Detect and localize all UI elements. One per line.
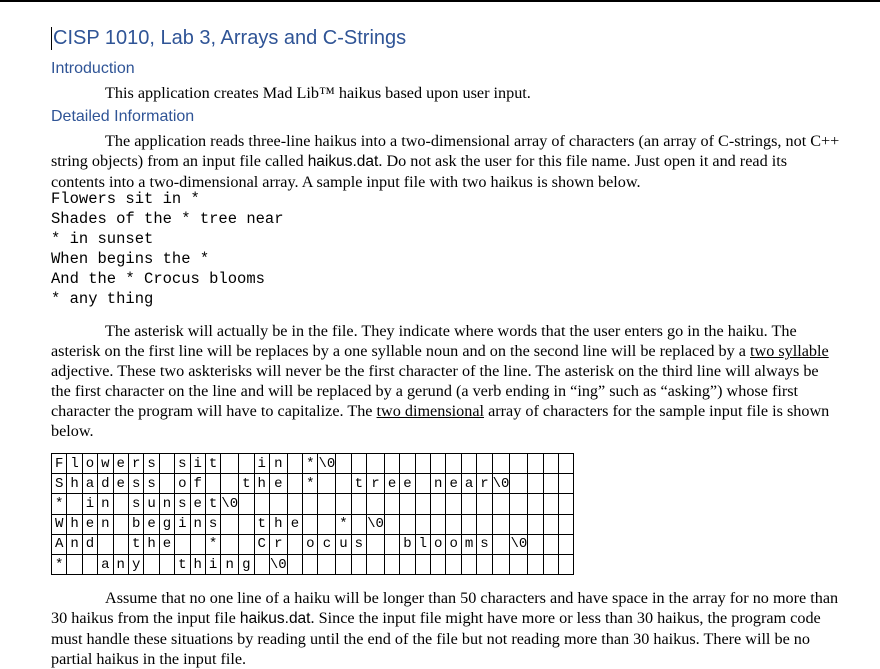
array-cell: * — [336, 514, 351, 534]
array-cell — [477, 554, 492, 574]
array-cell: e — [269, 474, 287, 494]
array-cell — [528, 454, 543, 474]
array-cell: t — [351, 474, 366, 494]
array-row — [52, 534, 574, 554]
array-row — [52, 494, 574, 514]
code-line: * in sunset — [51, 230, 154, 248]
array-cell — [492, 554, 510, 574]
paragraph-2-text-a: The asterisk will actually be in the file. They indicate where words that the user enters go in the haiku. The asterisk on the first line will be replaces by a one syllable noun and on the second line will be replaced by a — [51, 322, 797, 360]
paragraph-2 — [51, 321, 841, 441]
paragraph-3-text-b: . Since the input file might have more or less than 30 haikus, the program code must handle these situations by reading until the end of the file but not reading more than 30 haikus. There will be no partial haikus in the input file. — [51, 609, 821, 668]
array-cell: s — [128, 494, 143, 514]
array-cell: g — [159, 514, 174, 534]
array-row — [52, 514, 574, 534]
array-cell — [400, 494, 415, 514]
array-cell: i — [190, 454, 205, 474]
introduction-text: This application creates Mad Lib™ haikus based upon user input. — [105, 84, 531, 102]
array-cell: e — [446, 474, 461, 494]
array-cell: W — [52, 514, 67, 534]
array-cell: A — [52, 534, 67, 554]
array-cell — [318, 514, 336, 534]
array-cell: s — [205, 514, 220, 534]
paragraph-2-text-b: adjective. These two askterisks will never be the first character of the line. The asterisk on the third line will always be the first character on the line and will be replaced by a gerund (a verb ending in “ing” such as “asking”) whose first character the program will have to capitalize. The — [51, 362, 819, 420]
array-cell — [67, 494, 82, 514]
code-line: When begins the * — [51, 250, 210, 268]
array-cell: e — [287, 514, 302, 534]
array-cell — [431, 554, 446, 574]
array-cell — [477, 514, 492, 534]
array-cell — [144, 554, 159, 574]
array-cell: n — [98, 514, 113, 534]
array-cell: n — [159, 494, 174, 514]
array-cell: h — [254, 474, 269, 494]
array-cell — [543, 454, 558, 474]
array-cell — [98, 534, 113, 554]
array-cell — [477, 454, 492, 474]
array-cell: \0 — [510, 534, 528, 554]
array-cell — [461, 494, 476, 514]
array-cell — [528, 514, 543, 534]
array-cell — [415, 494, 430, 514]
array-cell: s — [144, 474, 159, 494]
array-cell: n — [269, 454, 287, 474]
paragraph-1 — [51, 131, 841, 192]
array-cell: i — [82, 494, 97, 514]
underlined-phrase-2: two dimensional — [376, 402, 485, 420]
array-cell — [239, 494, 254, 514]
array-cell — [82, 554, 97, 574]
detailed-information-heading: Detailed Information — [51, 108, 195, 125]
array-cell — [543, 474, 558, 494]
array-cell — [528, 554, 543, 574]
array-cell — [400, 514, 415, 534]
array-cell — [336, 474, 351, 494]
array-cell — [287, 554, 302, 574]
array-cell — [351, 514, 366, 534]
array-cell: i — [175, 514, 190, 534]
array-cell — [510, 454, 528, 474]
array-cell: n — [113, 554, 128, 574]
array-cell: l — [415, 534, 430, 554]
array-cell: e — [144, 514, 159, 534]
array-cell — [159, 454, 174, 474]
array-cell: s — [144, 454, 159, 474]
filename-inline: haikus.dat — [307, 153, 379, 170]
array-cell — [543, 534, 558, 554]
array-cell — [510, 494, 528, 514]
array-cell: u — [144, 494, 159, 514]
array-cell — [384, 494, 399, 514]
array-cell — [510, 474, 528, 494]
array-cell — [113, 514, 128, 534]
array-cell: \0 — [492, 474, 510, 494]
array-cell: r — [128, 454, 143, 474]
array-cell — [415, 514, 430, 534]
paragraph-3 — [51, 588, 841, 669]
array-cell: u — [336, 534, 351, 554]
array-cell: h — [190, 554, 205, 574]
array-cell — [461, 514, 476, 534]
array-cell: o — [82, 454, 97, 474]
array-cell — [367, 534, 385, 554]
array-cell — [415, 454, 430, 474]
array-cell: e — [82, 514, 97, 534]
array-cell — [239, 514, 254, 534]
array-cell — [384, 534, 399, 554]
array-cell — [221, 514, 239, 534]
array-cell — [400, 454, 415, 474]
array-cell: a — [98, 554, 113, 574]
array-cell — [318, 494, 336, 514]
array-cell — [384, 554, 399, 574]
array-cell — [303, 494, 318, 514]
paragraph-1-text-a: The application reads three-line haikus into a two-dimensional array of characters (an array of C-strings, not C++ string objects) from an input file called — [51, 132, 840, 170]
array-cell: e — [113, 454, 128, 474]
array-cell: C — [254, 534, 269, 554]
array-row — [52, 454, 574, 474]
array-cell: l — [67, 454, 82, 474]
array-cell — [528, 474, 543, 494]
array-cell — [477, 494, 492, 514]
array-cell — [446, 494, 461, 514]
array-cell — [159, 474, 174, 494]
filename-inline: haikus.dat — [239, 610, 311, 627]
array-cell: h — [67, 474, 82, 494]
array-cell — [492, 514, 510, 534]
array-row — [52, 474, 574, 494]
array-cell — [269, 494, 287, 514]
paragraph-1-text-b: . Do not ask the user for this file name. Just open it and read its contents into a two-dimensional array. A sample input file with two haikus is shown below. — [51, 152, 788, 191]
array-cell: r — [269, 534, 287, 554]
array-cell — [446, 454, 461, 474]
array-cell — [492, 494, 510, 514]
array-cell: m — [461, 534, 476, 554]
array-cell: \0 — [221, 494, 239, 514]
array-cell: t — [254, 514, 269, 534]
array-cell — [559, 514, 574, 534]
array-cell — [384, 454, 399, 474]
array-cell: s — [477, 534, 492, 554]
code-line: * any thing — [51, 290, 154, 308]
array-cell: o — [431, 534, 446, 554]
array-cell — [431, 514, 446, 534]
array-cell: r — [477, 474, 492, 494]
array-cell: \0 — [269, 554, 287, 574]
array-cell — [384, 514, 399, 534]
array-cell — [221, 534, 239, 554]
document-title: CISP 1010, Lab 3, Arrays and C-Strings — [53, 27, 407, 49]
array-cell — [461, 454, 476, 474]
array-cell — [367, 454, 385, 474]
array-cell: F — [52, 454, 67, 474]
array-cell: o — [175, 474, 190, 494]
array-cell — [559, 474, 574, 494]
array-cell: s — [175, 454, 190, 474]
array-cell — [287, 494, 302, 514]
array-cell: g — [239, 554, 254, 574]
paragraph-2-text-c: array of characters for the sample input file is shown below. — [51, 402, 830, 440]
array-cell — [254, 554, 269, 574]
array-cell — [510, 554, 528, 574]
array-cell: * — [303, 454, 318, 474]
array-cell — [254, 494, 269, 514]
array-cell: t — [175, 554, 190, 574]
array-cell: e — [400, 474, 415, 494]
array-cell — [303, 514, 318, 534]
introduction-heading: Introduction — [51, 60, 135, 77]
array-cell: a — [82, 474, 97, 494]
array-cell: e — [113, 474, 128, 494]
array-cell: t — [205, 494, 220, 514]
array-cell: i — [205, 554, 220, 574]
array-cell — [415, 554, 430, 574]
array-row — [52, 554, 574, 574]
array-cell — [528, 534, 543, 554]
array-cell — [367, 494, 385, 514]
array-cell: * — [205, 534, 220, 554]
array-cell: c — [318, 534, 336, 554]
character-array-table — [51, 453, 574, 575]
array-cell: o — [446, 534, 461, 554]
array-cell: n — [431, 474, 446, 494]
array-cell: a — [461, 474, 476, 494]
array-cell: * — [303, 474, 318, 494]
array-cell — [351, 454, 366, 474]
array-cell: e — [190, 494, 205, 514]
array-cell: n — [190, 514, 205, 534]
array-cell: h — [269, 514, 287, 534]
array-cell — [492, 534, 510, 554]
code-line: Flowers sit in * — [51, 190, 200, 208]
array-cell — [559, 554, 574, 574]
array-cell: \0 — [318, 454, 336, 474]
array-cell — [221, 474, 239, 494]
array-cell — [431, 494, 446, 514]
array-cell: b — [128, 514, 143, 534]
array-cell — [190, 534, 205, 554]
array-cell: r — [367, 474, 385, 494]
array-cell: n — [98, 494, 113, 514]
array-cell — [559, 534, 574, 554]
array-cell — [175, 534, 190, 554]
underlined-phrase-1: two syllable — [750, 342, 829, 360]
array-cell: h — [144, 534, 159, 554]
array-cell: * — [52, 554, 67, 574]
code-line: Shades of the * tree near — [51, 210, 284, 228]
array-cell — [446, 514, 461, 534]
array-cell — [559, 454, 574, 474]
array-cell — [492, 454, 510, 474]
array-cell — [400, 554, 415, 574]
array-cell — [543, 554, 558, 574]
top-rule — [0, 0, 880, 2]
array-cell — [318, 554, 336, 574]
array-cell — [543, 514, 558, 534]
code-line: And the * Crocus blooms — [51, 270, 265, 288]
array-cell: n — [221, 554, 239, 574]
array-cell — [336, 554, 351, 574]
array-cell — [431, 454, 446, 474]
array-cell — [559, 494, 574, 514]
array-cell — [67, 554, 82, 574]
array-cell: e — [159, 534, 174, 554]
array-cell — [543, 494, 558, 514]
array-cell: i — [254, 454, 269, 474]
array-cell: d — [98, 474, 113, 494]
array-cell: b — [400, 534, 415, 554]
array-cell: y — [128, 554, 143, 574]
array-cell — [239, 534, 254, 554]
array-cell — [528, 494, 543, 514]
array-cell: f — [190, 474, 205, 494]
array-cell: t — [239, 474, 254, 494]
array-cell: * — [52, 494, 67, 514]
array-cell: o — [303, 534, 318, 554]
array-cell — [287, 534, 302, 554]
array-cell: s — [351, 534, 366, 554]
sample-input-code — [51, 189, 284, 309]
paragraph-3-text-a: Assume that no one line of a haiku will be longer than 50 characters and have space in the array for no more than 30 haikus from the input file — [51, 589, 839, 627]
array-cell — [351, 554, 366, 574]
array-cell — [446, 554, 461, 574]
array-cell: n — [67, 534, 82, 554]
array-cell — [239, 454, 254, 474]
array-cell — [159, 554, 174, 574]
array-cell: s — [175, 494, 190, 514]
array-cell: t — [128, 534, 143, 554]
array-cell — [113, 494, 128, 514]
array-cell: t — [205, 454, 220, 474]
array-cell: w — [98, 454, 113, 474]
array-cell — [415, 474, 430, 494]
array-cell: s — [128, 474, 143, 494]
array-cell: h — [67, 514, 82, 534]
array-cell — [351, 494, 366, 514]
array-cell — [113, 534, 128, 554]
array-cell — [221, 454, 239, 474]
array-cell — [287, 474, 302, 494]
array-cell — [367, 554, 385, 574]
array-cell — [205, 474, 220, 494]
array-cell — [336, 454, 351, 474]
array-cell — [461, 554, 476, 574]
array-cell — [318, 474, 336, 494]
array-cell: S — [52, 474, 67, 494]
array-cell — [336, 494, 351, 514]
array-cell: \0 — [367, 514, 385, 534]
array-cell: e — [384, 474, 399, 494]
array-cell — [303, 554, 318, 574]
array-cell — [287, 454, 302, 474]
array-cell: d — [82, 534, 97, 554]
array-cell — [510, 514, 528, 534]
